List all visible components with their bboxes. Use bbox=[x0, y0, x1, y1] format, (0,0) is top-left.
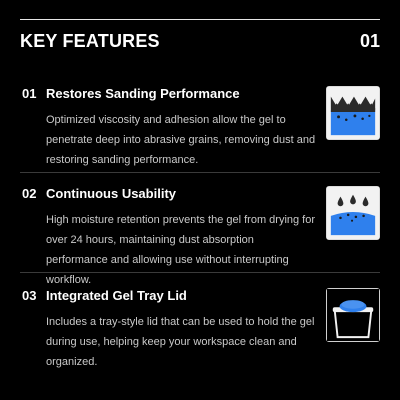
feature-title: Integrated Gel Tray Lid bbox=[46, 288, 187, 303]
header bbox=[20, 28, 380, 54]
feature-number: 01 bbox=[22, 86, 37, 101]
page-title: KEY FEATURES bbox=[20, 30, 160, 51]
feature-description: Includes a tray-style lid that can be used to hold the gel during use, helping keep your workspace clean and organized. bbox=[46, 316, 315, 368]
sandpaper-gel-icon bbox=[326, 86, 380, 140]
feature-title: Restores Sanding Performance bbox=[46, 86, 240, 101]
feature-item-2 bbox=[20, 186, 380, 286]
feature-title: Continuous Usability bbox=[46, 186, 176, 201]
page-number: 01 bbox=[359, 30, 380, 51]
water-drops-gel-icon bbox=[326, 186, 380, 240]
divider bbox=[20, 172, 380, 173]
feature-item-1 bbox=[20, 86, 380, 164]
feature-number: 02 bbox=[22, 186, 37, 201]
divider bbox=[20, 272, 380, 273]
top-rule bbox=[20, 19, 380, 20]
feature-description: High moisture retention prevents the gel from drying for over 24 hours, maintaining dust absorption performance and allowing use without interrupting workflow. bbox=[46, 214, 316, 286]
feature-item-3 bbox=[20, 288, 380, 366]
feature-number: 03 bbox=[22, 288, 37, 303]
gel-tray-lid-icon bbox=[326, 288, 380, 342]
feature-description: Optimized viscosity and adhesion allow the gel to penetrate deep into abrasive grains, removing dust and restoring sanding performance. bbox=[46, 114, 316, 166]
